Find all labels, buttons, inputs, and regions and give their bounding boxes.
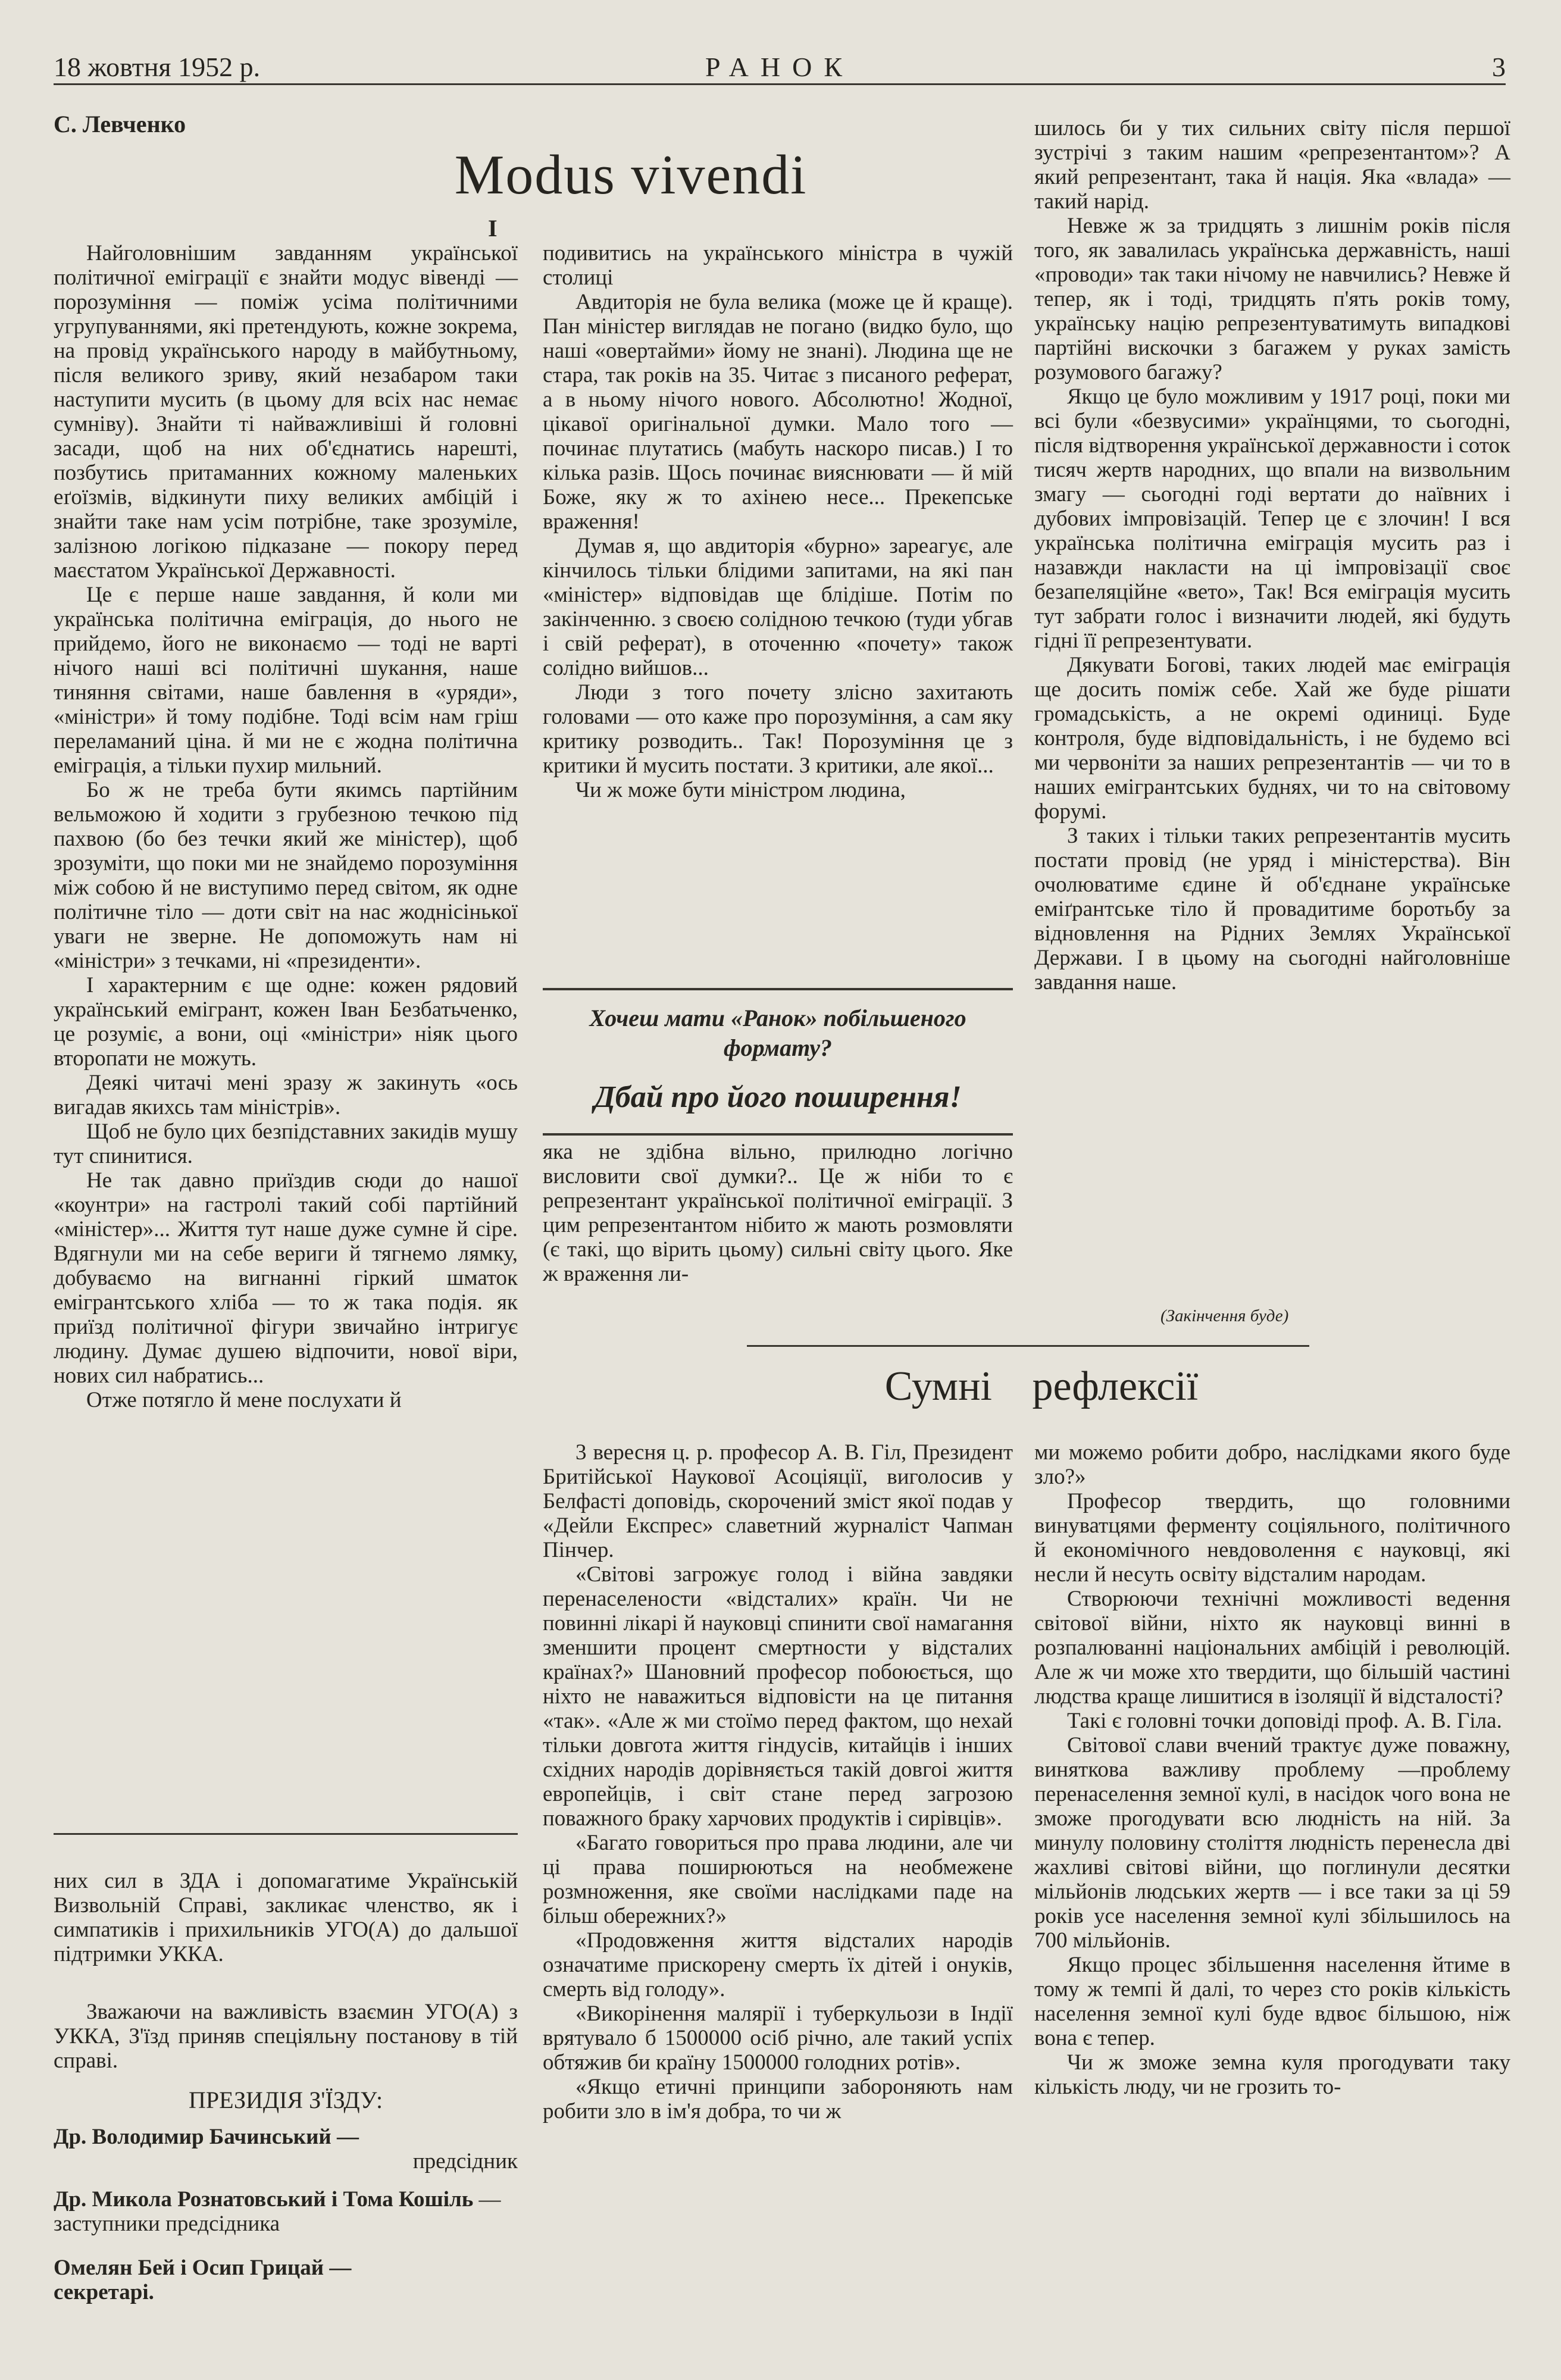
paragraph: Люди з того почету злісно захитають головами — ото каже про порозуміння, а сам яку критику розводить.. Так! Порозуміння це з критики й мусить постати. З критики, але якої... — [543, 680, 1013, 778]
congress-text-2 — [54, 2000, 518, 2077]
section-divider — [54, 1833, 518, 1835]
presidium-title: ПРЕЗИДІЯ З'ЇЗДУ: — [188, 2087, 383, 2113]
paragraph: ми можемо робити добро, наслідками якого буде зло?» — [1034, 1440, 1510, 1489]
article-title-modus-vivendi: Modus vivendi — [454, 144, 808, 206]
article1-column-1 — [54, 241, 518, 1815]
paragraph: І характерним є ще одне: кожен рядовий український емігрант, кожен Іван Безбатьченко, це розуміє, а вони, оці «міністри» ніяк цього второпати не можуть. — [54, 973, 518, 1071]
paragraph: Створюючи технічні можливості ведення світової війни, ніхто як науковці винні в розпалюванні національних амбіцій і революцій. Але ж чи може хто твердити, що більшій частині людства краще лишитися в ізоляції й відсталості? — [1034, 1587, 1510, 1709]
issue-date: 18 жовтня 1952 р. — [54, 52, 261, 82]
article2-column-1 — [543, 1440, 1013, 2357]
paragraph: Не так давно приїздив сюди до нашої «коунтри» на гастролі такий собі партійний «міністер»... Життя тут наше дуже сумне й сіре. Вдягнули ми на себе вериги й тягнемо лямку, добуваємо на вигнанні гіркий шматок емігрантського хліба — то ж така подія. як приїзд політичної фігури звичайно інтригує людину. Думає душею відпочити, нової віри, нових сил набратись... — [54, 1168, 518, 1388]
paragraph: Бо ж не треба бути якимсь партійним вельможою й ходити з грубезною течкою під пахвою (бо без течки який же міністер), щоб зрозуміти, що поки ми не знайдемо порозуміння між собою й не виступимо перед світом, як одне політичне тіло — доти світ на нас жоднісінької уваги не зверне. Не допоможуть нам ні «міністри» з течками, ні «президенти». — [54, 778, 518, 973]
signature-role: секретарі. — [54, 2280, 154, 2304]
article1-column-2-continued — [543, 1140, 1013, 1345]
signature-role: — заступники предсідника — [54, 2187, 501, 2236]
paragraph: шилось би у тих сильних світу після першої зустрічі з таким нашим «репрезентантом»? А який репрезентант, така й нація. Яка «влада» — такий нарід. — [1034, 116, 1510, 214]
paragraph: «Багато говориться про права людини, але чи ці права поширюються на необмежене розмноження, яке своїми наслідками паде на більш обережних?» — [543, 1831, 1013, 1928]
page-header — [54, 51, 1506, 85]
article1-column-3 — [1034, 116, 1510, 1336]
paragraph: Невже ж за тридцять з лишнім років після того, як завалилась українська державність, наші «проводи» так таки нічому не навчились? Невже й тепер, як і тоді, тридцять п'ять років тому, українську націю репрезентуватимуть випадкові партійні вискочки з багажем у руках замість розумового багажу? — [1034, 214, 1510, 384]
signature-deputies — [54, 2187, 518, 2236]
paragraph: 3 вересня ц. р. професор А. В. Гіл, Президент Бритійської Наукової Асоціяції, виголосив у Белфасті доповідь, скорочений зміст якої подав у «Дейли Експрес» славетний журналіст Чапман Пінчер. — [543, 1440, 1013, 1562]
paragraph: «Викорінення малярії і туберкульози в Індії врятувало б 1500000 осіб річно, але такий успіх обтяжив би країну 1500000 голодних ротів». — [543, 2001, 1013, 2075]
section-divider — [747, 1345, 1309, 1347]
paragraph: Професор твердить, що головними винуватцями ферменту соціяльного, політичного й економічного невдоволення є науковці, які несли й несуть освіту відсталим народам. — [1034, 1489, 1510, 1587]
signature-name: Др. Володимир Бачинський — — [54, 2125, 359, 2149]
paragraph: Якщо процес збільшення населення йтиме в тому ж темпі й далі, то через сто років кількість населення земної кулі буде вдвоє більшою, ніж вона є тепер. — [1034, 1953, 1510, 2050]
paragraph: Світової слави вчений трактує дуже поважну, виняткова важливу проблему —проблему перенаселення земної кулі, в насідок чого вона не зможе прогодувати всю людність на ній. За минулу половину століття людність перенесла дві жахливі світові війни, що поглинули десятки мільйонів людських жертв — і все таки за ці 59 років усе населення земної кулі збільшилось на 700 мільйонів. — [1034, 1733, 1510, 1953]
article-author: С. Левченко — [54, 111, 186, 137]
paragraph: Чи ж може бути міністром людина, — [575, 778, 906, 802]
paragraph: подивитись на українського міністра в чужій столиці — [543, 241, 1013, 290]
promo-question: Хочеш мати «Ранок» побільшеного формату? — [589, 1005, 966, 1061]
paragraph: Найголовнішим завданням української політичної еміграції є знайти модус вівенді — порозуміння — поміж усіма політичними угрупуваннями, які претендують, кожне зокрема, на провід українського народу в майбутньому, після великого зриву, який незабаром таки наступити мусить (в цьому для всіх нас немає сумніву). Знайти ті найважливіші й головні засади, щоб на них об'єднатись нарешті, позбутись притаманних кожному маленьких еґоїзмів, відкинути пиху великих амбіцій і знайти таке нам усім потрібне, таке зрозуміле, залізною логікою підказане — покору перед маєстатом Української Державності. — [54, 241, 518, 583]
paragraph: Такі є головні точки доповіді проф. А. В. Гіла. — [1067, 1709, 1502, 1733]
paragraph: Дякувати Богові, таких людей має еміграція ще досить поміж себе. Хай же буде рішати громадськість, а не окремі одиниці. Буде контроля, буде відповідальність, і не будемо всі ми червоніти за наших репрезентантів — чи то в наших емігрантських буднях, чи то на світовому форумі. — [1034, 653, 1510, 824]
paragraph: «Якщо етичні принципи забороняють нам робити зло в ім'я добра, то чи ж — [543, 2075, 1013, 2123]
article-title-sumni-refleksii: Сумні рефлексії — [884, 1363, 1199, 1409]
paragraph: З таких і тільки таких репрезентантів мусить постати провід (не уряд і міністерства). Він очолюватиме єдине й об'єднане українське еміґрантське тіло й провадитиме боротьбу за відновлення на Рідних Землях Української Держави. І в цьому на сьогодні найголовніше завдання наше. — [1034, 824, 1510, 994]
paragraph: Якщо це було можливим у 1917 році, поки ми всі були «безвусими» українцями, то сьогодні, після відтворення української державности і соток тисяч жертв народних, що впали на визвольним змагу — сьогодні годі вертати до наївних і дубових імпровізацій. Тепер це є злочин! І вся українська політична еміграція мусить раз і назавжди накласти на ці імпровізації своє безапеляційне «вето», Так! Вся еміграція мусить тут забрати голос і визначити людей, які будуть гідні її репрезентувати. — [1034, 384, 1510, 653]
signature-role: предсідник — [412, 2149, 518, 2173]
paragraph: «Продовження життя відсталих народів означатиме прискорену смерть їх дітей і онуків, смерть від голоду». — [543, 1928, 1013, 2001]
paragraph: Це є перше наше завдання, й коли ми українська політична еміграція, до нього не прийдемо, його не виконаємо — тоді не варті нічого наші всі політичні шукання, наше тиняння світами, наше бавлення в «уряди», «міністри» й тому подібне. Тоді всім нам гріш переламаний ціна. й ми не є жодна політична еміграція, а тільки пухир мильний. — [54, 583, 518, 778]
promo-box — [543, 988, 1013, 1136]
congress-text — [54, 1869, 518, 1988]
page-number: 3 — [1492, 52, 1506, 82]
article2-column-2 — [1034, 1440, 1510, 2357]
to-be-continued-note: (Закінчення буде) — [1160, 1306, 1289, 1325]
newspaper-name: РАНОК — [705, 52, 855, 82]
paragraph: Авдиторія не була велика (може це й краще). Пан міністер виглядав не погано (видко було, що наші «овертайми» йому не знані). Людина ще не стара, так років на 35. Читає з писаного реферат, а в ньому нічого нового. Абсолютно! Жодної, цікавої оригінальної думки. Мало того — починає плутатись (мабуть наскоро писав.) І то кілька разів. Щось починає вияснювати — й мій Боже, яку ж то ахінею несе... Прекепське враження! — [543, 290, 1013, 534]
paragraph: яка не здібна вільно, прилюдно логічно висловити свої думки?.. Це ж ніби то є репрезентант української політичної еміграції. З цим репрезентантом нібито ж мають розмовляти (є такі, що вірить цьому) сильні світу цього. Яке ж враження ли- — [543, 1140, 1013, 1286]
paragraph: Зважаючи на важливість взаємин УГО(А) з УККА, З'їзд приняв спеціяльну постанову в тій справі. — [54, 2000, 518, 2073]
signature-secretaries — [54, 2256, 518, 2304]
paragraph: Думав я, що авдиторія «бурно» зареагує, але кінчилось тільки блідими запитами, на які пан «міністер» відповідав ще блідіше. Потім по закінченню. з своєю солідною течкою (туди убгав і свій реферат), в оточенню «почету» також солідно вийшов... — [543, 534, 1013, 680]
promo-slogan: Дбай про його поширення! — [594, 1080, 962, 1114]
article1-column-2 — [543, 241, 1013, 955]
paragraph: Отже потягло й мене послухати й — [86, 1388, 402, 1412]
paragraph: «Світові загрожує голод і війна завдяки перенаселености «відсталих» країн. Чи не повинні лікарі й науковці спинити свої намагання зменшити процент смертности у відсталих країнах?» Шановний професор побоюється, що ніхто не наважиться відповісти на це питання «так». «Але ж ми стоїмо перед фактом, що нехай тільки довгота життя гіндусів, китайців і інших східних народів дорівняється такій довгоі життя европейців, і світ стане перед загрозою поважного браку харчових продуктів і сирівців». — [543, 1562, 1013, 1831]
paragraph: Чи ж зможе земна куля прогодувати таку кількість люду, чи не грозить то- — [1034, 2050, 1510, 2099]
paragraph: Деякі читачі мені зразу ж закинуть «ось вигадав якихсь там міністрів». — [54, 1071, 518, 1119]
section-number: І — [488, 215, 498, 242]
signature-name: Омелян Бей і Осип Грицай — — [54, 2256, 352, 2280]
paragraph: них сил в ЗДА і допомагатиме Українській Визвольній Справі, закликає членство, як і симпатиків і прихильників УГО(А) до дальшої підтримки УККА. — [54, 1869, 518, 1966]
signature-name: Др. Микола Рознатовський і Тома Кошіль — [54, 2187, 474, 2212]
signature-chairman — [54, 2125, 518, 2173]
paragraph: Щоб не було цих безпідставних закидів мушу тут спинитися. — [54, 1119, 518, 1168]
